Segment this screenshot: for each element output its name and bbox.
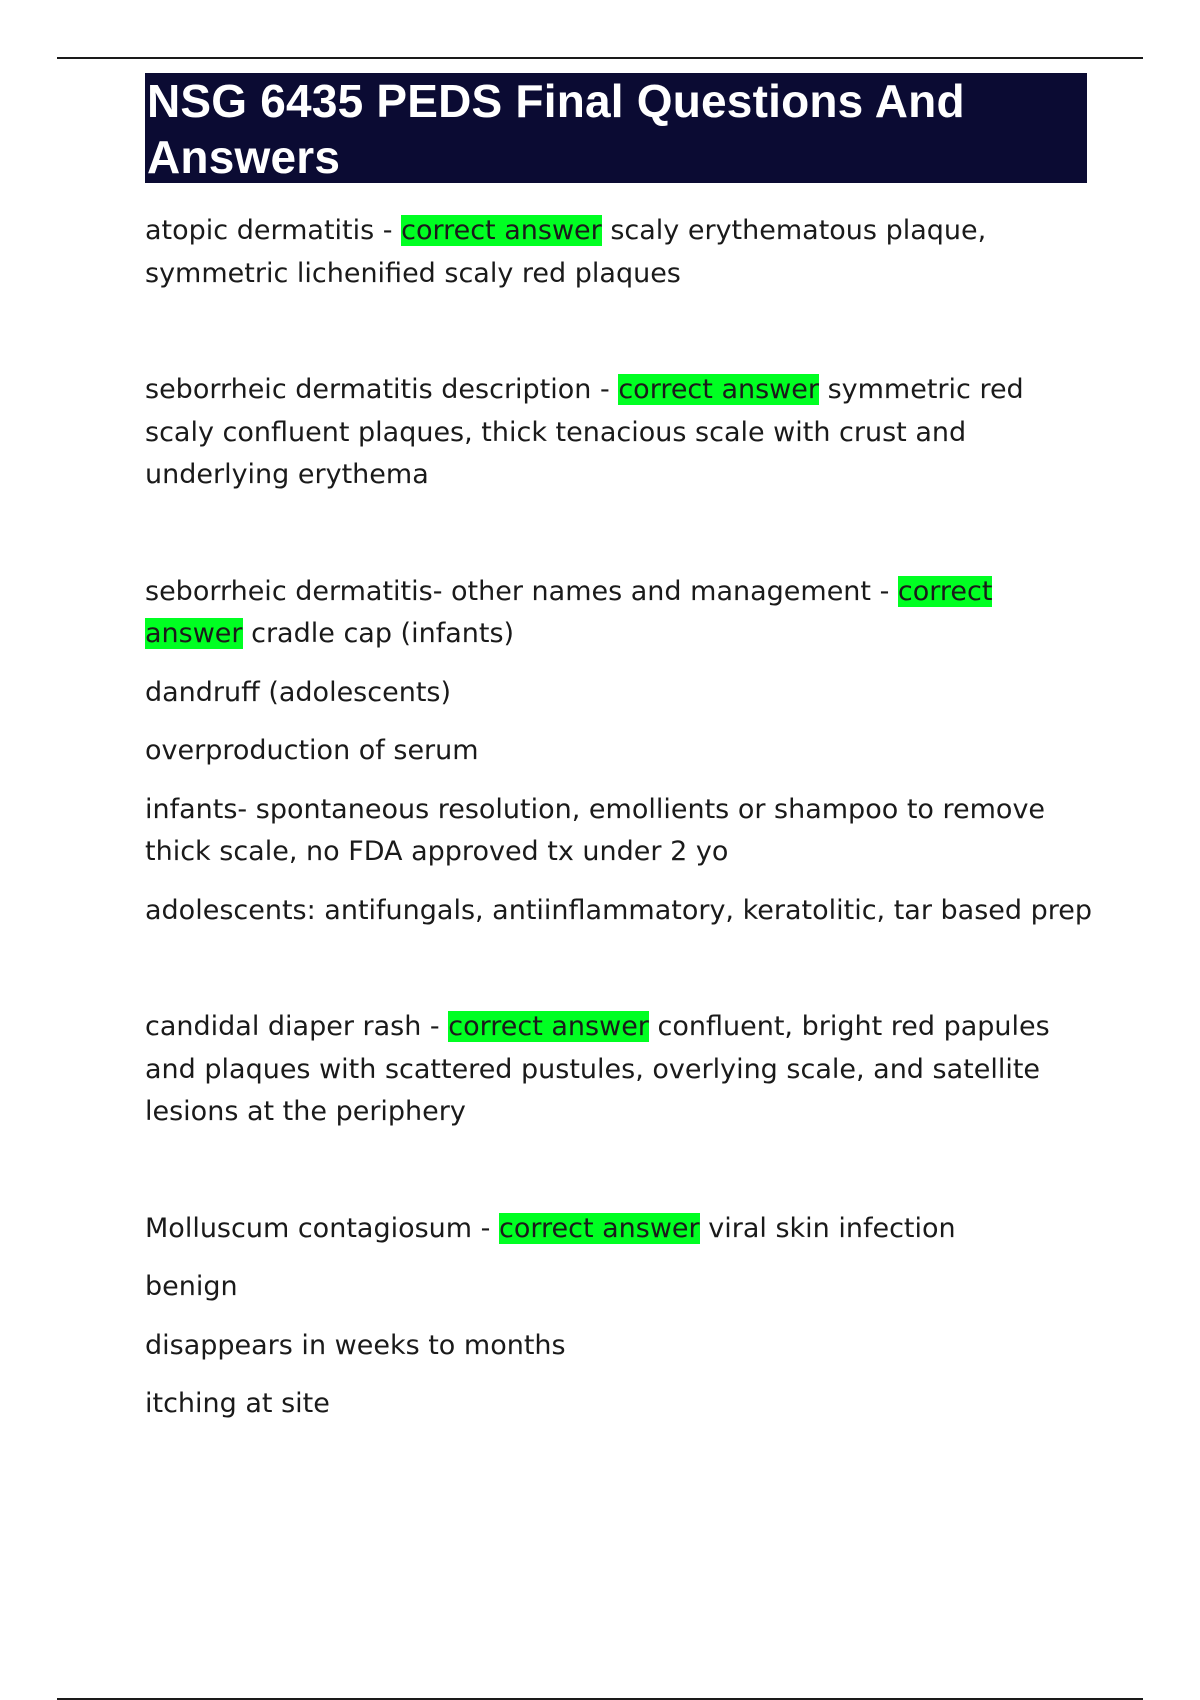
qa-line (145, 369, 1095, 497)
qa-entry (145, 571, 1095, 933)
answer: scaly erythematous plaque, symmetric lichenified scaly red plaques (145, 215, 987, 289)
answer-extra-line: adolescents: antifungals, antiinflammatory, keratolitic, tar based prep (145, 894, 1093, 926)
document-title: NSG 6435 PEDS Final Questions And Answers (147, 75, 965, 183)
answer: symmetric red scaly confluent plaques, thick tenacious scale with crust and underlying erythema (145, 374, 1024, 490)
qa-line (145, 1208, 1095, 1251)
answer-extra-line: benign (145, 1271, 238, 1302)
qa-line (145, 571, 1095, 656)
answer-extra-line: overproduction of serum (145, 735, 479, 766)
qa-entry (145, 1006, 1095, 1134)
correct-answer-marker: correct answer (618, 374, 819, 405)
answer: confluent, bright red papules and plaques with scattered pustules, overlying scale, and satellite lesions at the periphery (145, 1011, 1050, 1127)
answer: viral skin infection (699, 1212, 956, 1244)
correct-answer-marker: correct answer (145, 575, 993, 649)
qa-entry (145, 210, 1095, 295)
qa-entry (145, 369, 1095, 497)
top-rule (57, 57, 1143, 59)
term: candidal diaper rash - (145, 1011, 449, 1042)
term: seborrheic dermatitis- other names and management - (145, 575, 898, 607)
answer: cradle cap (infants) (242, 618, 515, 649)
answer-extra-line: dandruff (adolescents) (145, 676, 452, 708)
qa-line (145, 1006, 1095, 1134)
title-banner (145, 73, 1087, 183)
qa-entry (145, 1208, 1095, 1426)
answer-extra-line: itching at site (145, 1388, 330, 1419)
term: atopic dermatitis - (145, 215, 402, 246)
qa-line (145, 210, 1095, 295)
term: Molluscum contagiosum - (145, 1212, 499, 1244)
qa-list (145, 210, 1095, 1500)
correct-answer-marker: correct answer (499, 1212, 700, 1244)
answer-extra-line: disappears in weeks to months (145, 1329, 566, 1361)
answer-extra-line: infants- spontaneous resolution, emollients or shampoo to remove thick scale, no FDA approved tx under 2 yo (145, 793, 1046, 867)
correct-answer-marker: correct answer (401, 215, 602, 246)
correct-answer-marker: correct answer (448, 1011, 649, 1042)
term: seborrheic dermatitis description - (145, 374, 619, 405)
